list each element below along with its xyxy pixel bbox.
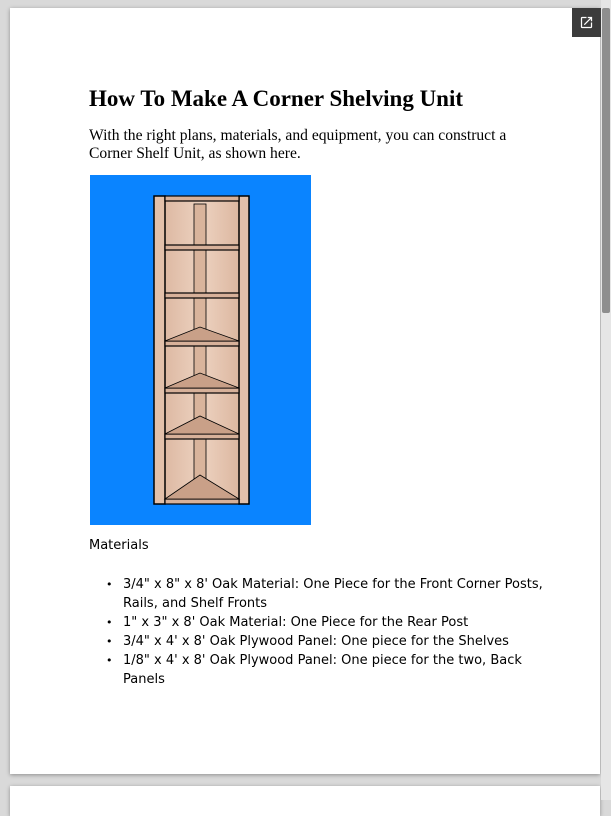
document-page	[10, 8, 600, 774]
corner-shelf-image	[90, 175, 311, 525]
list-item: • 3/4" x 8" x 8' Oak Material: One Piece for the Front Corner Posts, Rails, and Shelf Fronts	[123, 575, 553, 613]
list-item: • 3/4" x 4' x 8' Oak Plywood Panel: One piece for the Shelves	[123, 632, 553, 651]
page-title: How To Make A Corner Shelving Unit	[89, 86, 464, 111]
intro-paragraph: With the right plans, materials, and equipment, you can construct a Corner Shelf Unit, as shown here.	[89, 127, 507, 162]
scrollbar-thumb[interactable]	[602, 8, 610, 313]
materials-heading: Materials	[89, 538, 149, 553]
corner-shelf-drawing	[90, 175, 311, 525]
materials-list	[123, 575, 553, 689]
open-in-new-icon	[579, 15, 594, 30]
list-item: • 1" x 3" x 8' Oak Material: One Piece for the Rear Post	[123, 613, 553, 632]
list-item: • 1/8" x 4' x 8' Oak Plywood Panel: One piece for the two, Back Panels	[123, 651, 553, 689]
popout-button[interactable]	[572, 8, 601, 37]
next-page	[10, 786, 600, 816]
